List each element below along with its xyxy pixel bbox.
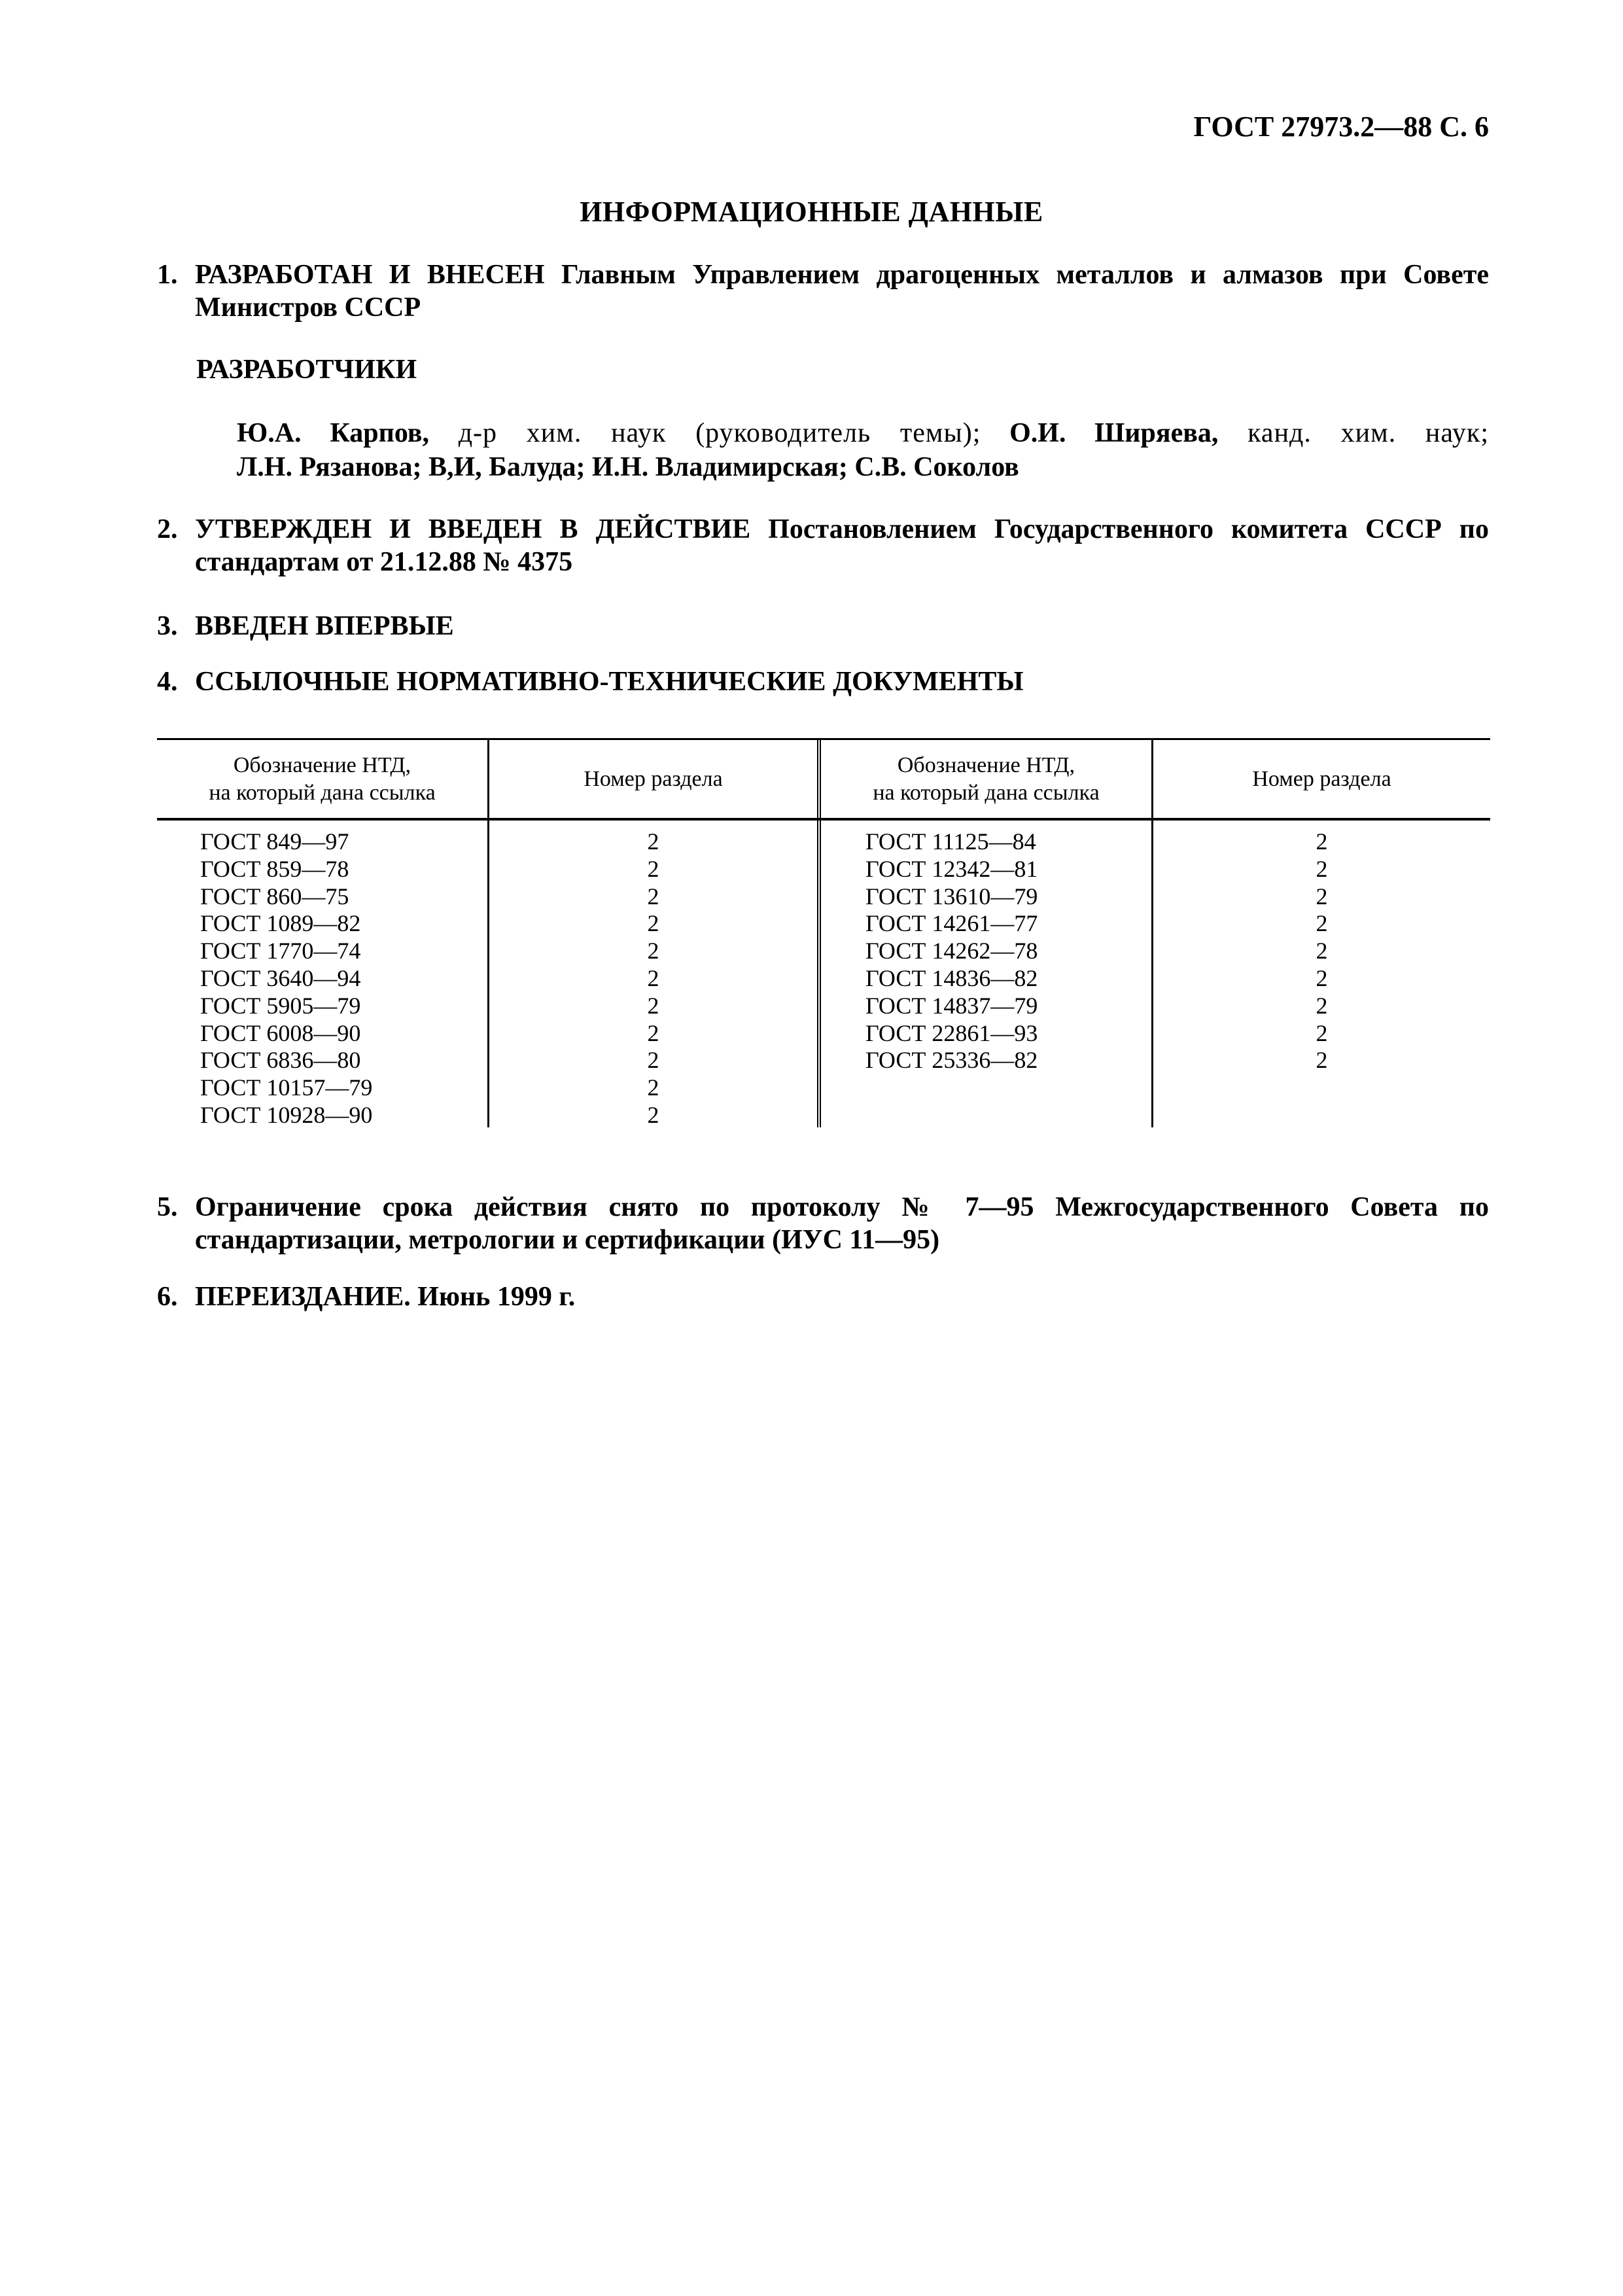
table-cell-document: ГОСТ 1089—82 [200,910,361,937]
column-header-line: Номер раздела [584,767,723,791]
table-cell-section: 2 [647,1074,659,1101]
item-number: 5. [157,1192,178,1222]
info-item-6 [157,1280,1489,1313]
column-header-line: Обозначение НТД, [233,753,411,777]
column-header-document [821,750,1151,809]
item-number: 6. [157,1282,178,1312]
table-cell-section: 2 [647,855,659,882]
table-cell-document: ГОСТ 10157—79 [200,1074,373,1101]
table-cell-section: 2 [1316,910,1328,937]
item-number: 1. [157,260,178,290]
reference-documents-table [157,738,1490,1127]
item-text: УТВЕРЖДЕН И ВВЕДЕН В ДЕЙСТВИЕ Постановлением Государственного комитета СССР по стандартам от 21.12.88 № 4375 [195,514,1489,577]
table-cell-section: 2 [1316,964,1328,991]
table-cell-section: 2 [647,938,659,964]
item-number: 2. [157,514,178,544]
developer-role: канд. хим. наук; [1218,418,1489,448]
developers-line-1 [237,416,1489,450]
info-item-5 [157,1191,1489,1256]
table-cell-section: 2 [647,1047,659,1074]
table-cell-section: 2 [647,910,659,937]
column-header-line: на который дана ссылка [209,781,436,805]
info-item-2 [157,513,1489,578]
column-header-line: Обозначение НТД, [897,753,1075,777]
info-item-4 [157,665,1489,698]
table-cell-document: ГОСТ 12342—81 [865,855,1038,882]
column-header-section [1153,750,1490,809]
info-item-3 [157,610,1489,643]
table-cell-document: ГОСТ 22861—93 [865,1019,1038,1046]
table-cell-section: 2 [647,992,659,1019]
table-cell-document: ГОСТ 860—75 [200,883,349,910]
table-cell-section: 2 [1316,1019,1328,1046]
table-cell-section: 2 [1316,1047,1328,1074]
page-header-reference: ГОСТ 27973.2—88 С. 6 [1193,111,1489,143]
table-cell-document: ГОСТ 14836—82 [865,964,1038,991]
left-sections-column [489,828,817,1129]
section-title: ИНФОРМАЦИОННЫЕ ДАННЫЕ [580,196,1043,228]
column-header-document [157,750,487,809]
item-text: РАЗРАБОТАН И ВНЕСЕН Главным Управлением драгоценных металлов и алмазов при Совете Министров СССР [195,260,1489,323]
table-cell-section: 2 [1316,883,1328,910]
table-top-rule [157,738,1490,740]
table-cell-document: ГОСТ 1770—74 [200,938,361,964]
item-text: Ограничение срока действия снято по протоколу № 7—95 Межгосударственного Совета по стандартизации, метрологии и сертификации (ИУС 11—95) [195,1192,1489,1255]
item-number: 3. [157,611,178,641]
column-header-section [489,750,817,809]
table-cell-document: ГОСТ 3640—94 [200,964,361,991]
table-header-rule [157,818,1490,821]
table-cell-document: ГОСТ 13610—79 [865,883,1038,910]
table-cell-document: ГОСТ 859—78 [200,855,349,882]
table-cell-document: ГОСТ 10928—90 [200,1101,373,1128]
item-number: 4. [157,667,178,697]
column-header-line: Номер раздела [1252,767,1391,791]
table-cell-document: ГОСТ 5905—79 [200,992,361,1019]
item-text: ССЫЛОЧНЫЕ НОРМАТИВНО-ТЕХНИЧЕСКИЕ ДОКУМЕНТЫ [195,667,1024,697]
developers-heading: РАЗРАБОТЧИКИ [196,355,417,385]
developer-name: О.И. Ширяева, [981,418,1219,448]
info-item-1 [157,258,1489,324]
table-cell-document: ГОСТ 6008—90 [200,1019,361,1046]
item-text: ВВЕДЕН ВПЕРВЫЕ [195,611,454,641]
table-cell-section: 2 [647,828,659,855]
left-documents-column [200,828,372,1129]
column-header-line: на который дана ссылка [873,781,1100,805]
developers-line-2: Л.Н. Рязанова; В,И, Балуда; И.Н. Владимирская; С.В. Соколов [237,452,1019,482]
developers-list [237,416,1489,484]
table-cell-section: 2 [647,883,659,910]
table-cell-section: 2 [1316,938,1328,964]
table-cell-document: ГОСТ 6836—80 [200,1047,361,1074]
table-cell-section: 2 [1316,828,1328,855]
table-cell-section: 2 [647,1019,659,1046]
item-text: ПЕРЕИЗДАНИЕ. Июнь 1999 г. [195,1282,576,1312]
table-cell-document: ГОСТ 14261—77 [865,910,1038,937]
table-cell-section: 2 [1316,855,1328,882]
right-documents-column [865,828,1038,1074]
right-sections-column [1153,828,1490,1074]
table-cell-section: 2 [647,964,659,991]
table-cell-section: 2 [647,1101,659,1128]
table-cell-document: ГОСТ 849—97 [200,828,349,855]
developer-name: Ю.А. Карпов, [237,418,429,448]
table-cell-document: ГОСТ 11125—84 [865,828,1036,855]
table-cell-section: 2 [1316,992,1328,1019]
developer-role: д-р хим. наук (руководитель темы); [428,418,981,448]
table-cell-document: ГОСТ 14262—78 [865,938,1038,964]
table-cell-document: ГОСТ 25336—82 [865,1047,1038,1074]
table-cell-document: ГОСТ 14837—79 [865,992,1038,1019]
